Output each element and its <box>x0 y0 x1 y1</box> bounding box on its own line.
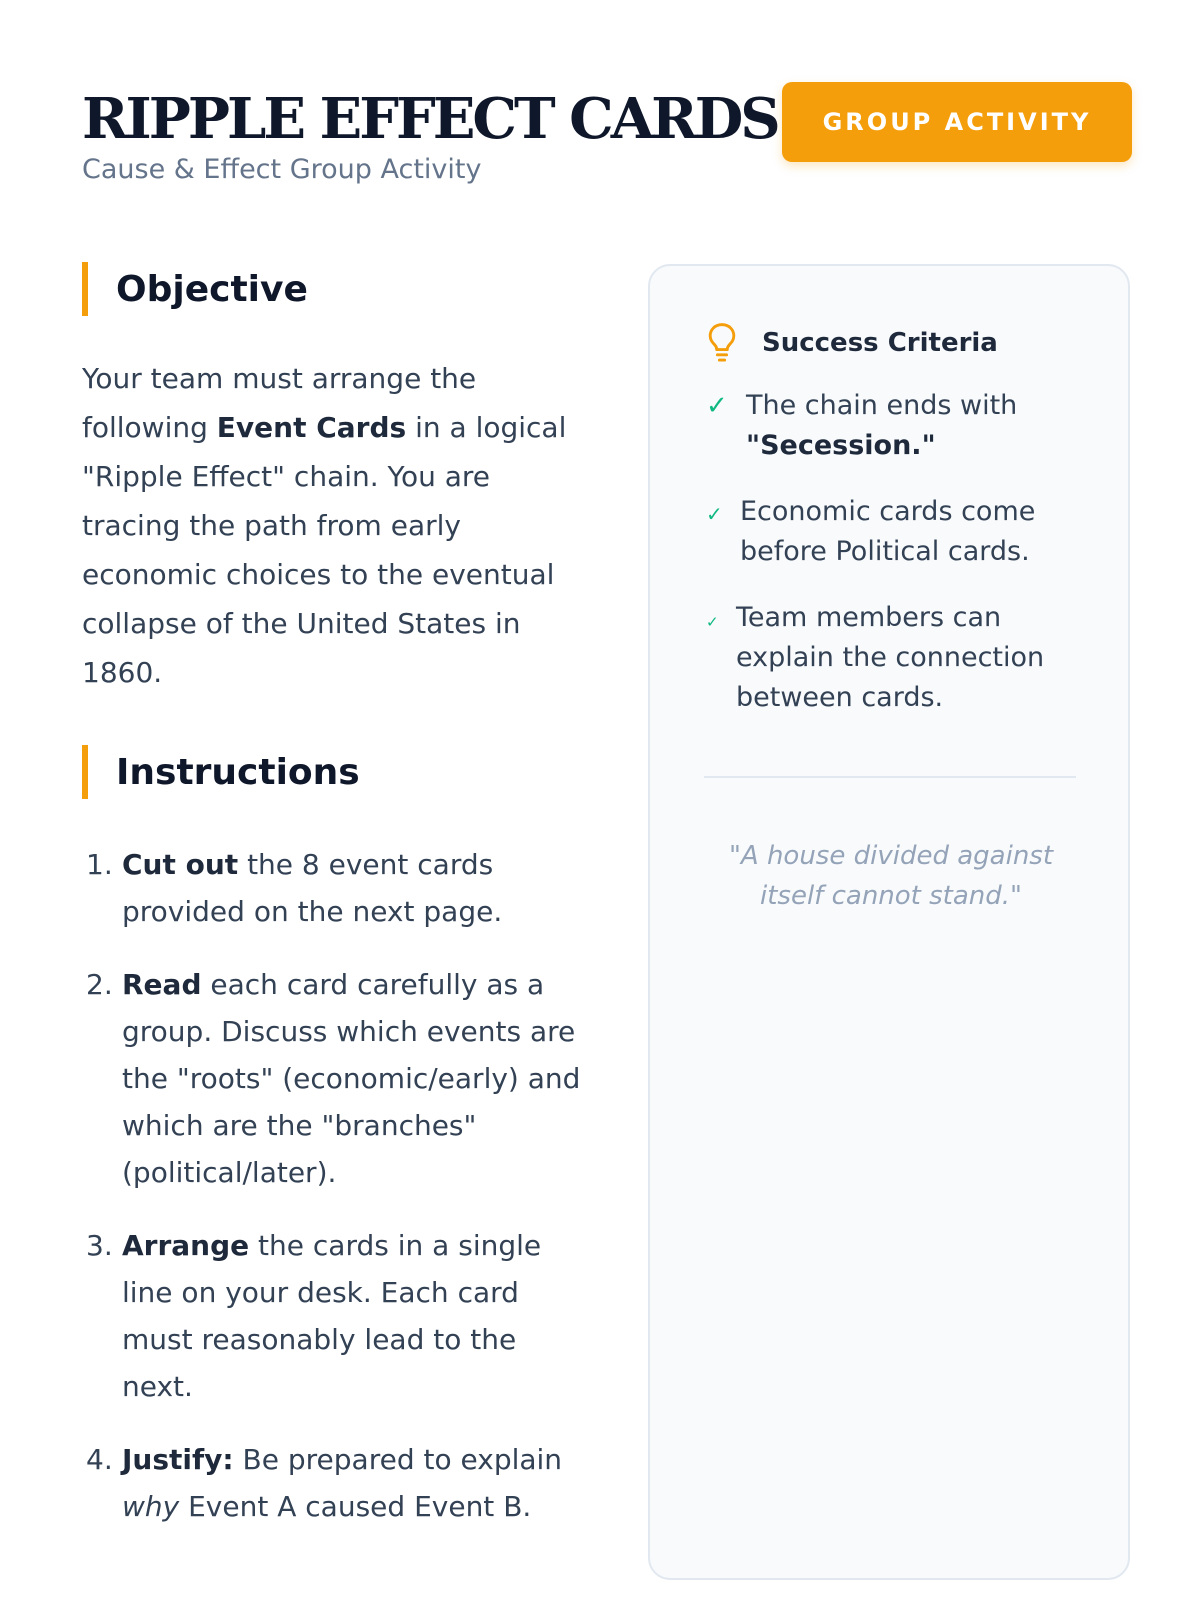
step-text: the 8 event cards provided on the next page. <box>122 848 503 928</box>
criteria-list <box>706 386 1086 744</box>
main-content <box>82 262 582 1556</box>
criteria-divider <box>704 776 1076 778</box>
instruction-step <box>82 1222 582 1410</box>
criteria-item-text: The chain ends with <box>746 390 1018 421</box>
step-bold: Read <box>122 968 202 1001</box>
lightbulb-icon <box>706 322 738 364</box>
check-icon: ✓ <box>706 613 719 631</box>
step-number: 2. <box>86 968 113 1001</box>
page-subtitle: Cause & Effect Group Activity <box>82 154 482 185</box>
step-number: 4. <box>86 1443 113 1476</box>
page-header <box>82 78 1132 198</box>
criteria-item <box>706 386 1086 466</box>
success-criteria-card <box>648 264 1130 1580</box>
step-text: each card carefully as a group. Discuss which events are the "roots" (economic/early) and which are the "branches" (political/later). <box>122 968 581 1189</box>
step-text: Be prepared to explain <box>233 1443 563 1476</box>
check-icon: ✓ <box>706 502 723 526</box>
criteria-header <box>706 322 998 364</box>
instructions-heading-label: Instructions <box>116 751 360 793</box>
quote-text: "A house divided against itself cannot stand." <box>728 841 1054 911</box>
step-italic: why <box>122 1490 180 1523</box>
objective-text-before: Your team must arrange the following <box>82 362 477 444</box>
instruction-step <box>82 1436 582 1530</box>
instruction-step <box>82 841 582 935</box>
criteria-item <box>706 492 1086 572</box>
page-title: RIPPLE EFFECT CARDS <box>82 86 778 152</box>
objective-text <box>82 354 582 697</box>
criteria-item-bold: "Secession." <box>746 430 936 461</box>
step-bold: Justify: <box>122 1443 234 1476</box>
step-text-after: Event A caused Event B. <box>179 1490 532 1523</box>
objective-heading <box>82 262 582 316</box>
objective-heading-label: Objective <box>116 268 308 310</box>
criteria-item <box>706 598 1086 718</box>
step-bold: Cut out <box>122 848 239 881</box>
instructions-heading <box>82 745 582 799</box>
step-number: 1. <box>86 848 113 881</box>
objective-text-after: in a logical "Ripple Effect" chain. You are tracing the path from early economic choices to the eventual collapse of the United States in 1860. <box>82 411 567 689</box>
group-activity-badge: GROUP ACTIVITY <box>782 82 1132 162</box>
check-icon: ✓ <box>706 391 728 421</box>
criteria-title: Success Criteria <box>762 328 998 358</box>
step-bold: Arrange <box>122 1229 250 1262</box>
instructions-list <box>82 841 582 1530</box>
step-text: the cards in a single line on your desk. Each card must reasonably lead to the next. <box>122 1229 542 1403</box>
objective-text-bold: Event Cards <box>216 411 407 444</box>
instruction-step <box>82 961 582 1196</box>
criteria-item-text: Team members can explain the connection between cards. <box>736 602 1045 713</box>
step-number: 3. <box>86 1229 113 1262</box>
criteria-item-text: Economic cards come before Political cards. <box>740 496 1036 567</box>
